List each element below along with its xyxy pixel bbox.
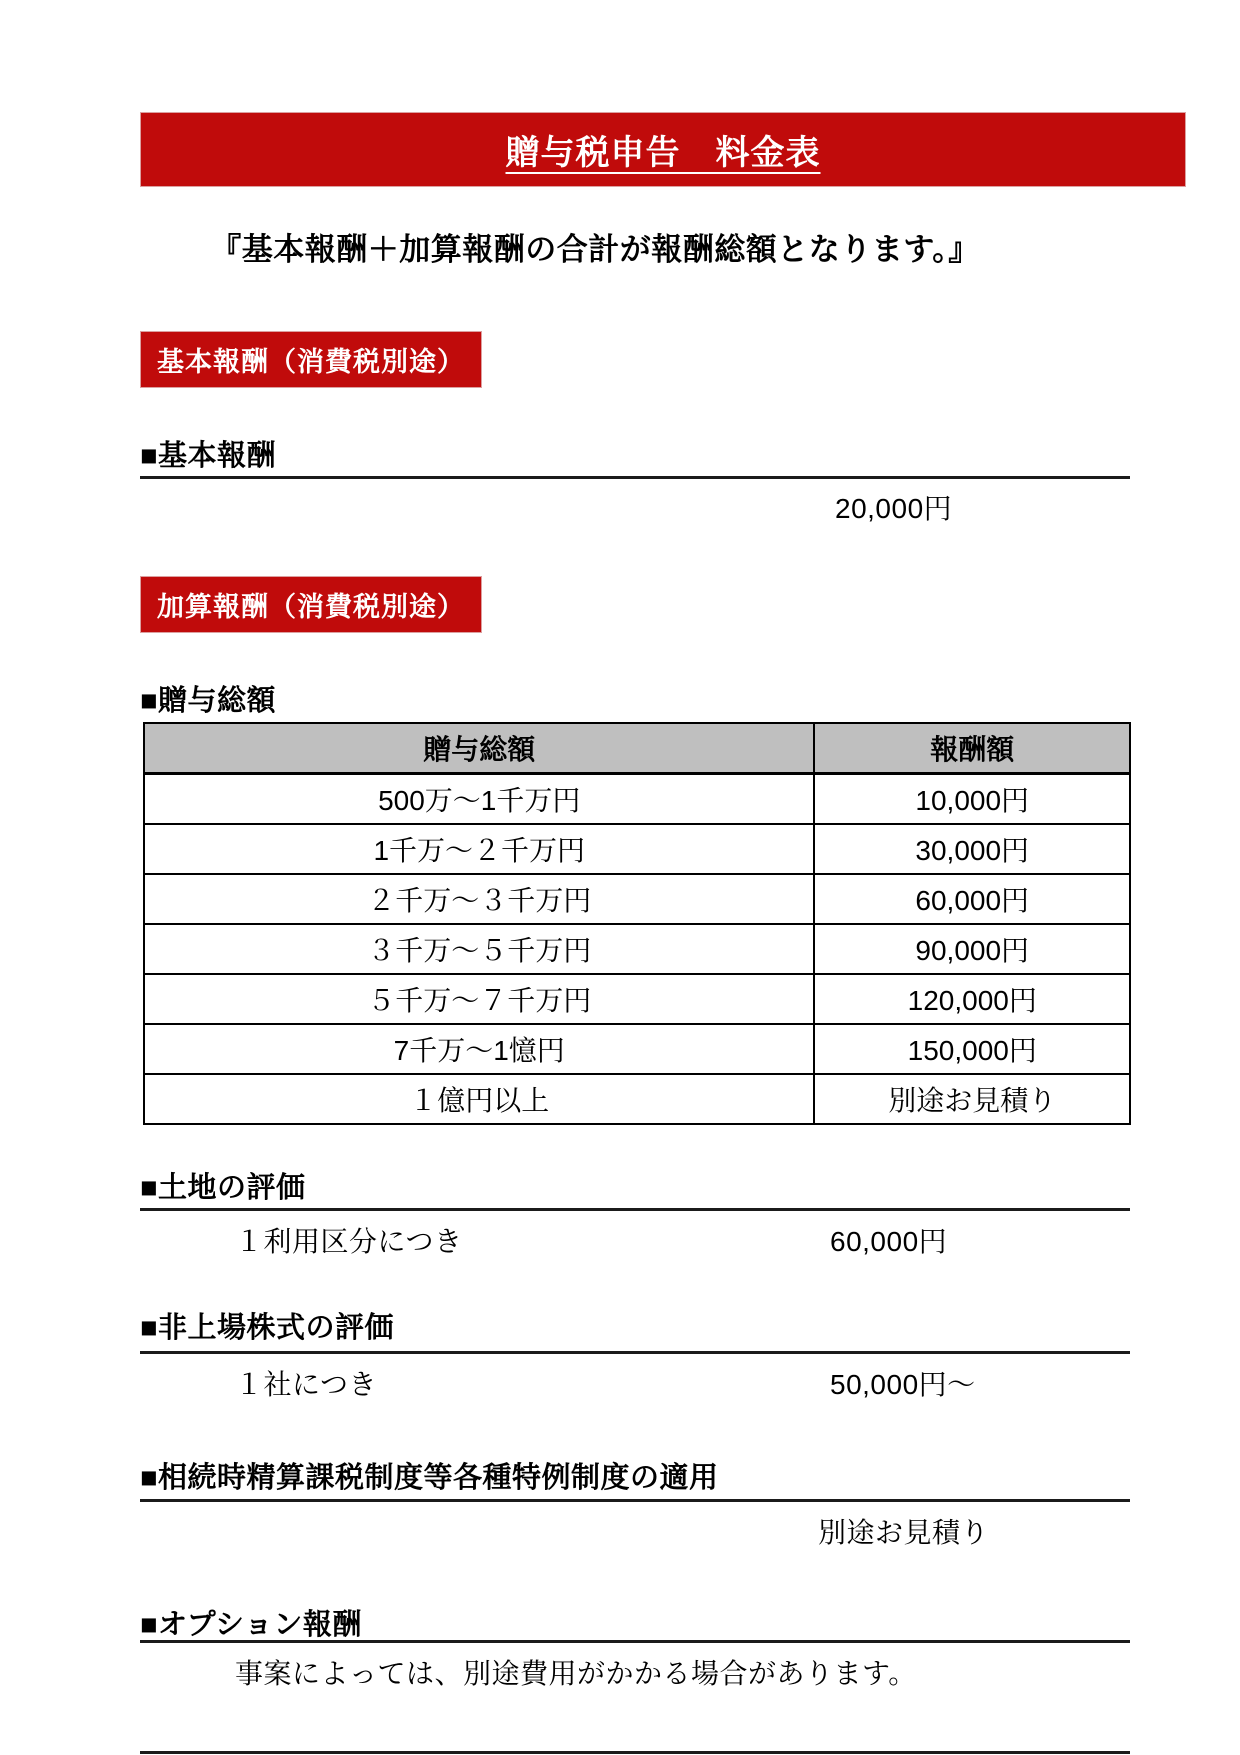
gift-range-cell: 7千万～1憶円 [144,1024,814,1074]
stock-eval-label: １社につき [235,1369,377,1400]
fee-cell: 別途お見積り [814,1074,1130,1124]
basic-fee-rule [140,476,1130,479]
gift-range-cell: ２千万～３千万円 [144,874,814,924]
land-eval-heading: ■土地の評価 [140,1172,306,1204]
gift-range-cell: 1千万～２千万円 [144,824,814,874]
additional-fee-badge: 加算報酬（消費税別途） [140,576,482,633]
special-system-heading: ■相続時精算課税制度等各種特例制度の適用 [140,1462,719,1494]
gift-total-table [143,722,1131,1125]
table-row [144,874,1130,924]
gift-total-column-header: 贈与総額 [144,723,814,774]
fee-cell: 120,000円 [814,974,1130,1024]
land-eval-value: 60,000円 [830,1226,948,1257]
subtitle-note: 『基本報酬＋加算報酬の合計が報酬総額となります。』 [210,232,980,267]
fee-cell: 90,000円 [814,924,1130,974]
gift-range-cell: 500万～1千万円 [144,774,814,825]
land-eval-rule [140,1208,1130,1211]
option-fee-rule [140,1640,1130,1643]
gift-total-heading: ■贈与総額 [140,685,277,717]
title-banner [140,112,1186,187]
fee-cell: 30,000円 [814,824,1130,874]
fee-cell: 150,000円 [814,1024,1130,1074]
stock-eval-heading: ■非上場株式の評価 [140,1312,395,1344]
table-header-row [144,723,1130,774]
table-row [144,774,1130,825]
special-system-value: 別途お見積り [818,1517,990,1548]
page-bottom-rule [140,1751,1130,1754]
special-system-rule [140,1499,1130,1502]
gift-range-cell: １億円以上 [144,1074,814,1124]
option-fee-heading: ■オプション報酬 [140,1609,362,1641]
basic-fee-value: 20,000円 [835,493,953,524]
land-eval-label: １利用区分につき [235,1226,463,1257]
stock-eval-value: 50,000円～ [830,1369,976,1400]
table-row [144,1024,1130,1074]
table-row [144,824,1130,874]
fee-cell: 10,000円 [814,774,1130,825]
basic-fee-heading: ■基本報酬 [140,440,277,472]
table-row [144,924,1130,974]
fee-cell: 60,000円 [814,874,1130,924]
gift-range-cell: ５千万～７千万円 [144,974,814,1024]
gift-range-cell: ３千万～５千万円 [144,924,814,974]
stock-eval-rule [140,1351,1130,1354]
reward-column-header: 報酬額 [814,723,1130,774]
basic-fee-badge: 基本報酬（消費税別途） [140,331,482,388]
table-row [144,974,1130,1024]
table-row [144,1074,1130,1124]
page-title: 贈与税申告 料金表 [505,134,821,172]
option-fee-note: 事案によっては、別途費用がかかる場合があります。 [235,1658,917,1689]
